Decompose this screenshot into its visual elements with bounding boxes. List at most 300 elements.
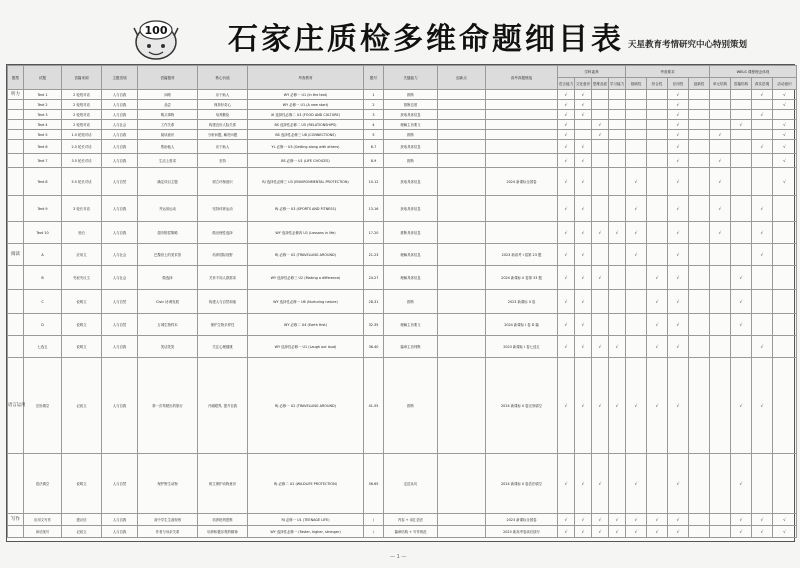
check-cell — [558, 90, 575, 100]
check-cell — [575, 120, 592, 130]
topic-cell: 高中学生生涯规划 — [138, 514, 198, 526]
qnum-cell: 10-12 — [364, 168, 384, 196]
col-core: 核心价值 — [198, 66, 248, 90]
check-cell — [668, 336, 689, 358]
topic-cell: Civic 协调发展 — [138, 290, 198, 314]
exam-link-cell: 2023 新课标 II 卷 — [486, 290, 558, 314]
check-mark-icon: √ — [634, 178, 638, 184]
question-cell: 语法填空 — [24, 454, 62, 514]
section-cell: 写作 — [8, 514, 24, 526]
source-cell: 2 轮短对话 — [62, 100, 102, 110]
check-cell — [773, 222, 797, 244]
check-cell — [689, 454, 710, 514]
check-mark-icon: √ — [564, 178, 568, 184]
textbook-cell: RJ 必修一 U1 (TEENAGE LIFE) — [248, 514, 364, 526]
page-title: 石家庄质检多维命题细目表 — [228, 22, 624, 57]
check-cell — [752, 130, 773, 140]
table-row — [8, 454, 797, 514]
check-cell — [773, 526, 797, 538]
check-mark-icon: √ — [564, 321, 568, 327]
check-cell — [668, 196, 689, 222]
subcol-1: 文化意识 — [575, 78, 592, 90]
check-cell — [575, 90, 592, 100]
check-mark-icon: √ — [718, 178, 722, 184]
check-cell — [626, 266, 647, 290]
check-cell — [609, 314, 626, 336]
check-mark-icon: √ — [760, 229, 764, 235]
check-cell — [773, 514, 797, 526]
source-cell: 独白 — [62, 222, 102, 244]
source-cell: 2 轮短对话 — [62, 110, 102, 120]
check-mark-icon: √ — [581, 178, 585, 184]
check-cell — [647, 90, 668, 100]
check-cell — [689, 168, 710, 196]
core-value-cell: 树立环保意识 — [198, 168, 248, 196]
check-cell — [558, 314, 575, 336]
check-cell — [689, 244, 710, 266]
check-mark-icon: √ — [783, 516, 786, 522]
subcol-5: 综合性 — [647, 78, 668, 90]
textbook-cell: XI 选择性必修二 U3 (FOOD AND CULTURE) — [248, 110, 364, 120]
subcol-10: 真实语境 — [752, 78, 773, 90]
check-mark-icon: √ — [581, 480, 585, 486]
check-cell — [731, 130, 752, 140]
check-cell — [647, 168, 668, 196]
check-cell — [668, 154, 689, 168]
check-mark-icon: √ — [655, 516, 659, 522]
source-cell: 1.5 轮短对话 — [62, 130, 102, 140]
theme-cell: 人与自我 — [102, 100, 138, 110]
check-mark-icon: √ — [581, 298, 585, 304]
ability-cell: 获取具体信息 — [384, 110, 438, 120]
check-cell — [609, 100, 626, 110]
check-mark-icon: √ — [760, 528, 764, 534]
check-cell — [592, 336, 609, 358]
check-cell — [668, 168, 689, 196]
topic-cell: 购买事物 — [138, 110, 198, 120]
ability-cell: 理解具体信息 — [384, 266, 438, 290]
core-value-cell: 坚持体育运动 — [198, 196, 248, 222]
theme-cell: 人与自我 — [102, 196, 138, 222]
check-mark-icon: √ — [676, 205, 680, 211]
check-cell — [626, 140, 647, 154]
check-mark-icon: √ — [598, 402, 602, 408]
skill-cell — [438, 140, 486, 154]
check-mark-icon: √ — [760, 402, 764, 408]
check-cell — [626, 110, 647, 120]
theme-cell: 人与自我 — [102, 336, 138, 358]
check-mark-icon: √ — [676, 157, 680, 163]
skill-cell — [438, 130, 486, 140]
theme-cell: 人与社会 — [102, 244, 138, 266]
check-mark-icon: √ — [718, 229, 722, 235]
check-cell — [592, 196, 609, 222]
core-value-cell: 关怀不同人群需求 — [198, 266, 248, 290]
check-cell — [626, 196, 647, 222]
check-cell — [689, 100, 710, 110]
topic-cell: 阅读意识 — [138, 130, 198, 140]
check-cell — [592, 314, 609, 336]
check-mark-icon: √ — [676, 101, 680, 107]
qnum-cell: 24-27 — [364, 266, 384, 290]
check-mark-icon: √ — [564, 157, 568, 163]
check-mark-icon: √ — [783, 101, 786, 107]
check-mark-icon: √ — [581, 516, 585, 522]
theme-cell: 人与自我 — [102, 90, 138, 100]
core-value-cell: 乐于助人 — [198, 90, 248, 100]
check-cell — [731, 266, 752, 290]
check-cell — [626, 154, 647, 168]
source-cell: 3.5 轮长对话 — [62, 154, 102, 168]
skill-cell — [438, 168, 486, 196]
check-cell — [689, 266, 710, 290]
skill-cell — [438, 196, 486, 222]
check-cell — [710, 196, 731, 222]
check-cell — [710, 130, 731, 140]
table-row — [8, 290, 797, 314]
check-cell — [575, 100, 592, 110]
ability-cell: 理解主旨要义 — [384, 314, 438, 336]
source-cell: 应用文 — [62, 244, 102, 266]
qnum-cell: 41-55 — [364, 358, 384, 454]
check-cell — [592, 130, 609, 140]
core-value-cell: 乐于助人 — [198, 140, 248, 154]
table-row — [8, 314, 797, 336]
textbook-cell: RJ 必修一 U2 (TRAVELLING AROUND) — [248, 244, 364, 266]
check-cell — [575, 154, 592, 168]
check-cell — [558, 290, 575, 314]
table-row — [8, 130, 797, 140]
check-mark-icon: √ — [676, 274, 680, 280]
check-cell — [575, 168, 592, 196]
core-value-cell: 做出理性选择 — [198, 222, 248, 244]
check-mark-icon: √ — [564, 131, 568, 137]
ability-cell: 获取具体信息 — [384, 140, 438, 154]
check-cell — [752, 140, 773, 154]
check-cell — [609, 526, 626, 538]
source-cell: 5.5 轮长对话 — [62, 168, 102, 196]
question-cell: Text 6 — [24, 140, 62, 154]
check-cell — [710, 168, 731, 196]
check-mark-icon: √ — [615, 402, 619, 408]
check-cell — [752, 120, 773, 130]
check-cell — [668, 514, 689, 526]
check-mark-icon: √ — [634, 516, 638, 522]
check-mark-icon: √ — [634, 480, 638, 486]
skill-cell — [438, 244, 486, 266]
check-mark-icon: √ — [783, 121, 786, 127]
skill-cell — [438, 222, 486, 244]
check-cell — [558, 514, 575, 526]
textbook-cell: RJ 选择性必修三 U3 (ENVIRONMENTAL PROTECTION) — [248, 168, 364, 196]
check-cell — [668, 130, 689, 140]
check-cell — [626, 168, 647, 196]
check-mark-icon: √ — [564, 111, 568, 117]
textbook-cell: WY 必修一 U1 (A new start) — [248, 100, 364, 110]
check-cell — [773, 266, 797, 290]
skill-cell — [438, 90, 486, 100]
qnum-cell: / — [364, 514, 384, 526]
skill-cell — [438, 358, 486, 454]
question-cell: Text 8 — [24, 168, 62, 196]
check-cell — [626, 514, 647, 526]
question-cell: Text 5 — [24, 130, 62, 140]
qnum-cell: 32-35 — [364, 314, 384, 336]
topic-cell: 做选择 — [138, 266, 198, 290]
check-mark-icon: √ — [598, 480, 602, 486]
check-cell — [592, 514, 609, 526]
check-mark-icon: √ — [760, 343, 764, 349]
check-cell — [731, 290, 752, 314]
table-row — [8, 358, 797, 454]
check-cell — [626, 120, 647, 130]
check-cell — [575, 244, 592, 266]
check-cell — [575, 454, 592, 514]
check-mark-icon: √ — [564, 91, 568, 97]
check-cell — [689, 154, 710, 168]
check-cell — [773, 244, 797, 266]
check-cell — [558, 110, 575, 120]
check-mark-icon: √ — [655, 528, 659, 534]
section-cell — [8, 110, 24, 120]
core-value-cell: 保护生物多样性 — [198, 314, 248, 336]
check-mark-icon: √ — [676, 528, 680, 534]
check-cell — [731, 514, 752, 526]
check-cell — [731, 336, 752, 358]
check-cell — [668, 358, 689, 454]
check-mark-icon: √ — [655, 402, 659, 408]
core-value-cell: 树立保护动物意识 — [198, 454, 248, 514]
col-theme-group: 语篇题材 — [138, 66, 198, 90]
check-cell — [626, 130, 647, 140]
section-cell — [8, 290, 24, 314]
check-cell — [575, 514, 592, 526]
check-cell — [752, 244, 773, 266]
check-mark-icon: √ — [676, 143, 680, 149]
qnum-cell: 6-7 — [364, 140, 384, 154]
theme-cell: 人与自我 — [102, 140, 138, 154]
check-cell — [609, 266, 626, 290]
check-mark-icon: √ — [739, 121, 743, 127]
check-cell — [752, 454, 773, 514]
check-cell — [592, 140, 609, 154]
qnum-cell: 56-65 — [364, 454, 384, 514]
check-cell — [689, 90, 710, 100]
check-mark-icon: √ — [676, 321, 680, 327]
question-cell: Text 7 — [24, 154, 62, 168]
theme-cell: 人与社会 — [102, 266, 138, 290]
check-cell — [647, 526, 668, 538]
check-cell — [575, 336, 592, 358]
check-cell — [558, 266, 575, 290]
check-cell — [609, 140, 626, 154]
check-cell — [731, 454, 752, 514]
subcol-11: 活动意识 — [773, 78, 797, 90]
section-cell — [8, 454, 24, 514]
skill-cell — [438, 526, 486, 538]
check-cell — [710, 110, 731, 120]
check-mark-icon: √ — [634, 402, 638, 408]
check-cell — [609, 154, 626, 168]
question-cell: D — [24, 314, 62, 336]
check-mark-icon: √ — [564, 143, 568, 149]
check-cell — [752, 90, 773, 100]
check-mark-icon: √ — [564, 121, 568, 127]
check-mark-icon: √ — [634, 251, 638, 257]
exam-link-cell — [486, 120, 558, 130]
check-cell — [575, 358, 592, 454]
topic-cell: 超市赔偿策略 — [138, 222, 198, 244]
check-mark-icon: √ — [739, 528, 743, 534]
check-cell — [647, 110, 668, 120]
check-mark-icon: √ — [598, 274, 602, 280]
check-cell — [668, 314, 689, 336]
check-cell — [647, 336, 668, 358]
check-cell — [668, 140, 689, 154]
check-cell — [558, 130, 575, 140]
check-cell — [773, 100, 797, 110]
question-cell: 应用文写作 — [24, 514, 62, 526]
check-cell — [752, 526, 773, 538]
ability-cell: 推断具体信息 — [384, 222, 438, 244]
check-mark-icon: √ — [581, 402, 585, 408]
check-mark-icon: √ — [581, 143, 585, 149]
check-cell — [752, 358, 773, 454]
check-cell — [668, 100, 689, 110]
source-cell: 2.5 轮长对话 — [62, 140, 102, 154]
check-cell — [752, 222, 773, 244]
exam-link-cell: 2024 新课标 II 卷完形填空 — [486, 358, 558, 454]
col-source: 语篇来源 — [62, 66, 102, 90]
check-mark-icon: √ — [783, 91, 786, 97]
check-mark-icon: √ — [760, 111, 764, 117]
check-mark-icon: √ — [760, 251, 764, 257]
check-mark-icon: √ — [634, 205, 638, 211]
skill-cell — [438, 454, 486, 514]
check-cell — [668, 454, 689, 514]
core-value-cell: 保持好奇心 — [198, 100, 248, 110]
check-cell — [626, 244, 647, 266]
check-mark-icon: √ — [564, 274, 568, 280]
table-row — [8, 336, 797, 358]
check-mark-icon: √ — [581, 251, 585, 257]
textbook-cell: WY 选择性必修一 (Faster, higher, stronger) — [248, 526, 364, 538]
col-qnum: 题号 — [364, 66, 384, 90]
ability-cell: 定语从句 — [384, 454, 438, 514]
section-cell: 听力 — [8, 90, 24, 100]
ability-cell: 篇章结构 + 写作规范 — [384, 526, 438, 538]
question-cell: Text 2 — [24, 100, 62, 110]
table-row — [8, 100, 797, 110]
check-cell — [647, 222, 668, 244]
check-mark-icon: √ — [676, 178, 680, 184]
check-mark-icon: √ — [615, 343, 619, 349]
question-cell: 读后续写 — [24, 526, 62, 538]
check-cell — [609, 168, 626, 196]
check-cell — [710, 244, 731, 266]
question-cell: Text 4 — [24, 120, 62, 130]
skill-cell — [438, 100, 486, 110]
check-cell — [773, 154, 797, 168]
skill-cell — [438, 266, 486, 290]
source-cell: 3 轮长对话 — [62, 196, 102, 222]
check-mark-icon: √ — [676, 298, 680, 304]
section-cell — [8, 222, 24, 244]
question-cell: Text 9 — [24, 196, 62, 222]
question-cell: Text 1 — [24, 90, 62, 100]
qnum-cell: 21-23 — [364, 244, 384, 266]
table-row — [8, 140, 797, 154]
exam-link-cell — [486, 100, 558, 110]
check-cell — [668, 110, 689, 120]
check-cell — [668, 290, 689, 314]
svg-text:100: 100 — [144, 24, 168, 37]
check-cell — [689, 526, 710, 538]
check-mark-icon: √ — [581, 157, 585, 163]
skill-cell — [438, 110, 486, 120]
ability-cell: 推断 — [384, 90, 438, 100]
check-mark-icon: √ — [655, 343, 659, 349]
ability-cell: 推断 — [384, 290, 438, 314]
check-cell — [592, 120, 609, 130]
check-cell — [592, 266, 609, 290]
table-row — [8, 168, 797, 196]
check-cell — [689, 314, 710, 336]
check-cell — [752, 290, 773, 314]
exam-link-cell: 2023 新高考卷读后续写 — [486, 526, 558, 538]
check-cell — [575, 222, 592, 244]
check-mark-icon: √ — [564, 480, 568, 486]
section-cell: 阅读 — [8, 244, 24, 266]
check-cell — [558, 100, 575, 110]
check-cell — [668, 244, 689, 266]
check-cell — [731, 120, 752, 130]
check-cell — [558, 120, 575, 130]
exam-link-cell — [486, 196, 558, 222]
check-cell — [752, 110, 773, 120]
check-cell — [592, 526, 609, 538]
col-exam: 高考真题链接 — [486, 66, 558, 90]
check-mark-icon: √ — [783, 143, 786, 149]
qnum-cell: 2 — [364, 100, 384, 110]
check-cell — [731, 168, 752, 196]
check-cell — [689, 290, 710, 314]
check-cell — [773, 110, 797, 120]
check-mark-icon: √ — [564, 402, 568, 408]
check-mark-icon: √ — [581, 343, 585, 349]
table-row — [8, 244, 797, 266]
qnum-cell: 5 — [364, 130, 384, 140]
check-cell — [773, 290, 797, 314]
question-cell: B — [24, 266, 62, 290]
section-cell: 语言运用 — [8, 358, 24, 454]
check-cell — [689, 336, 710, 358]
check-cell — [647, 290, 668, 314]
check-cell — [626, 290, 647, 314]
check-cell — [575, 290, 592, 314]
check-cell — [668, 222, 689, 244]
check-mark-icon: √ — [739, 402, 743, 408]
check-mark-icon: √ — [783, 528, 786, 534]
question-cell: Text 10 — [24, 222, 62, 244]
source-cell: 说明文 — [62, 314, 102, 336]
check-mark-icon: √ — [581, 321, 585, 327]
check-cell — [609, 290, 626, 314]
mascot-logo-icon — [132, 16, 180, 62]
check-mark-icon: √ — [581, 91, 585, 97]
check-cell — [575, 130, 592, 140]
check-cell — [731, 90, 752, 100]
